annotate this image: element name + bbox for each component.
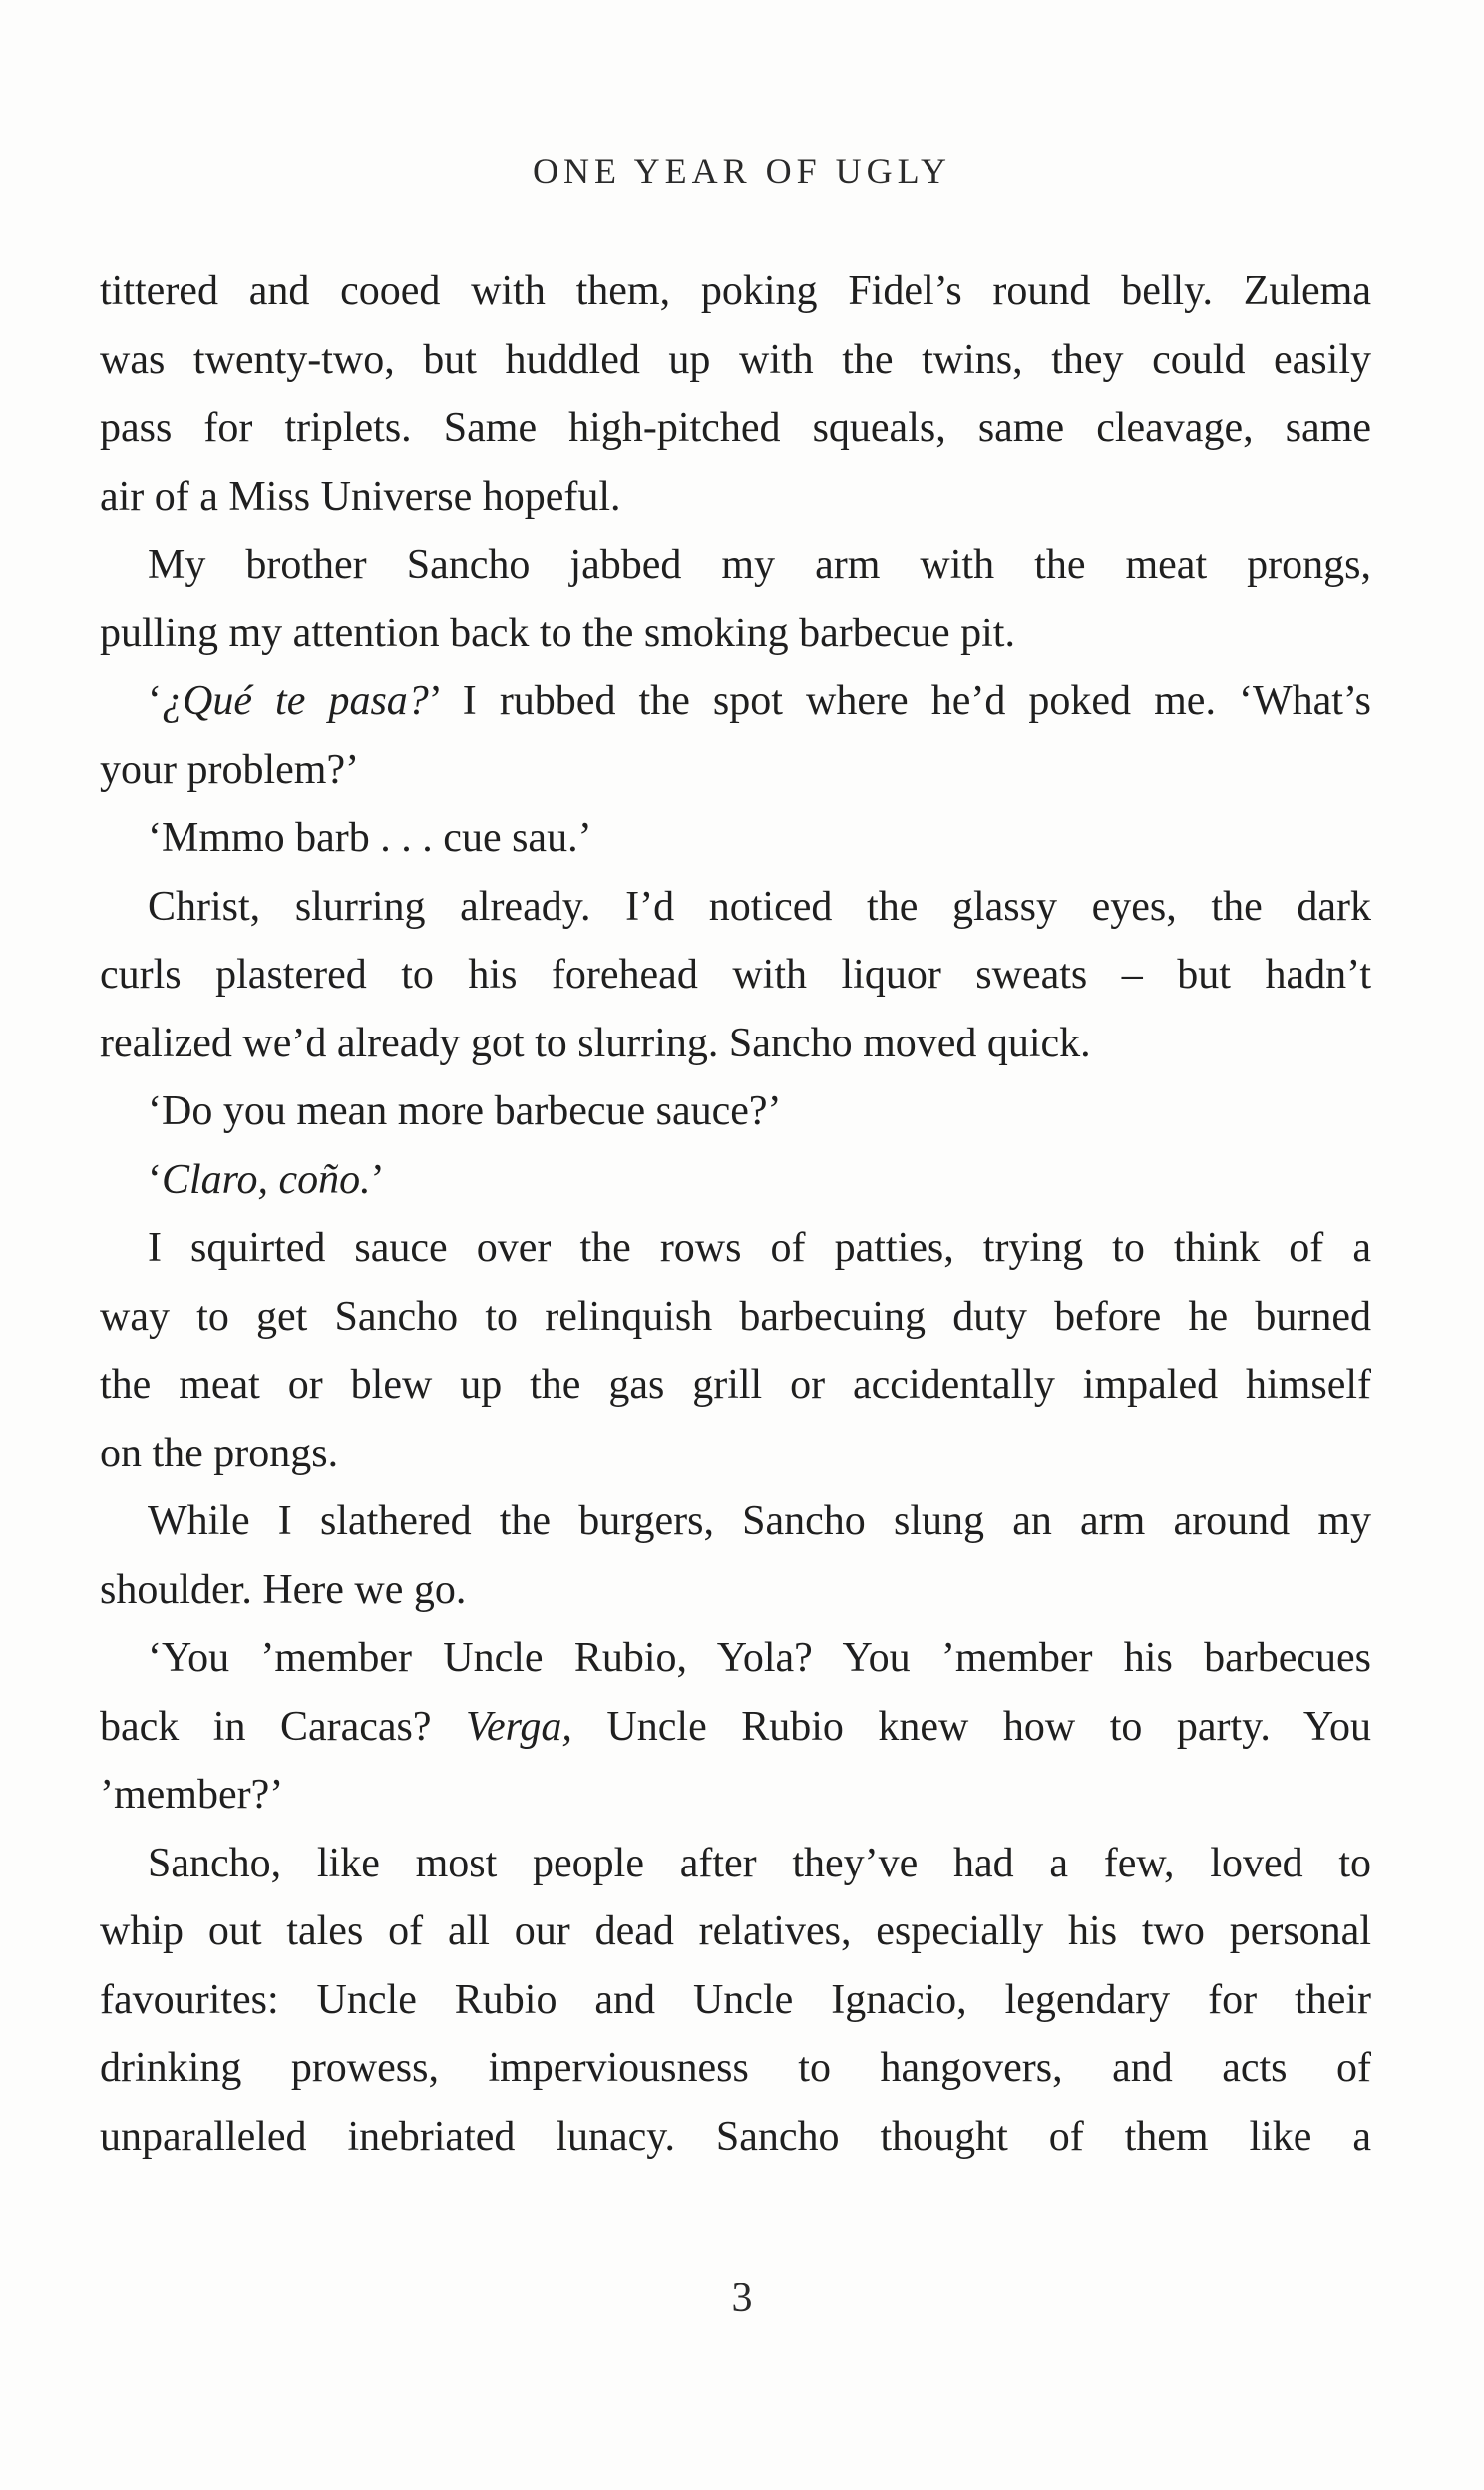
text-line: was twenty-two, but huddled up with the twins, they could easily	[100, 336, 1371, 383]
text-line: shoulder. Here we go.	[100, 1566, 467, 1613]
text-line: ‘Do you mean more barbecue sauce?’	[148, 1088, 782, 1134]
text-line: the meat or blew up the gas grill or accidentally impaled himself	[100, 1362, 1371, 1408]
running-head: ONE YEAR OF UGLY	[532, 151, 952, 191]
text-line: pulling my attention back to the smoking barbecue pit.	[100, 610, 1015, 656]
text-line: air of a Miss Universe hopeful.	[100, 473, 621, 520]
text-line: ’member?’	[100, 1772, 284, 1818]
text-line: While I slathered the burgers, Sancho slung an arm around my	[148, 1498, 1371, 1544]
text-line: I squirted sauce over the rows of patties, trying to think of a	[148, 1225, 1371, 1271]
text-line: your problem?’	[100, 746, 360, 793]
text-segment: ’	[370, 1156, 385, 1203]
italic-text-segment: Verga,	[466, 1703, 572, 1750]
text-line: favourites: Uncle Rubio and Uncle Ignacio, legendary for their	[100, 1976, 1371, 2023]
text-line: on the prongs.	[100, 1430, 339, 1476]
italic-text-segment: ¿Qué te pasa?	[162, 678, 429, 724]
text-line: way to get Sancho to relinquish barbecuing duty before he burned	[100, 1293, 1371, 1340]
text-segment: ‘	[148, 1156, 162, 1203]
text-line: curls plastered to his forehead with liquor sweats – but hadn’t	[100, 952, 1371, 998]
text-segment: ‘	[148, 678, 162, 724]
text-line: realized we’d already got to slurring. Sancho moved quick.	[100, 1020, 1091, 1066]
text-line: unparalleled inebriated lunacy. Sancho thought of them like a	[100, 2113, 1371, 2160]
text-line: Christ, slurring already. I’d noticed the glassy eyes, the dark	[148, 883, 1371, 930]
text-line: My brother Sancho jabbed my arm with the meat prongs,	[148, 542, 1371, 588]
text-segment: ’ I rubbed the spot where he’d poked me. ‘What’s	[428, 678, 1371, 724]
text-line	[100, 667, 1371, 736]
text-line: pass for triplets. Same high-pitched squeals, same cleavage, same	[100, 405, 1371, 451]
page-number: 3	[731, 2276, 753, 2321]
text-line: whip out tales of all our dead relatives, especially his two personal	[100, 1908, 1371, 1954]
text-line: Sancho, like most people after they’ve had a few, loved to	[148, 1840, 1371, 1886]
text-line	[100, 1693, 1371, 1762]
text-segment: back in Caracas?	[100, 1703, 466, 1750]
text-line: ‘Mmmo barb . . . cue sau.’	[148, 815, 592, 861]
text-segment: Uncle Rubio knew how to party. You	[571, 1703, 1371, 1750]
body-text	[100, 257, 1371, 2171]
italic-text-segment: Claro, coño.	[162, 1156, 371, 1203]
text-line	[100, 1146, 1371, 1215]
text-line: drinking prowess, imperviousness to hangovers, and acts of	[100, 2045, 1371, 2091]
text-line: tittered and cooed with them, poking Fidel’s round belly. Zulema	[100, 268, 1371, 314]
text-line: ‘You ’member Uncle Rubio, Yola? You ’member his barbecues	[148, 1635, 1371, 1681]
